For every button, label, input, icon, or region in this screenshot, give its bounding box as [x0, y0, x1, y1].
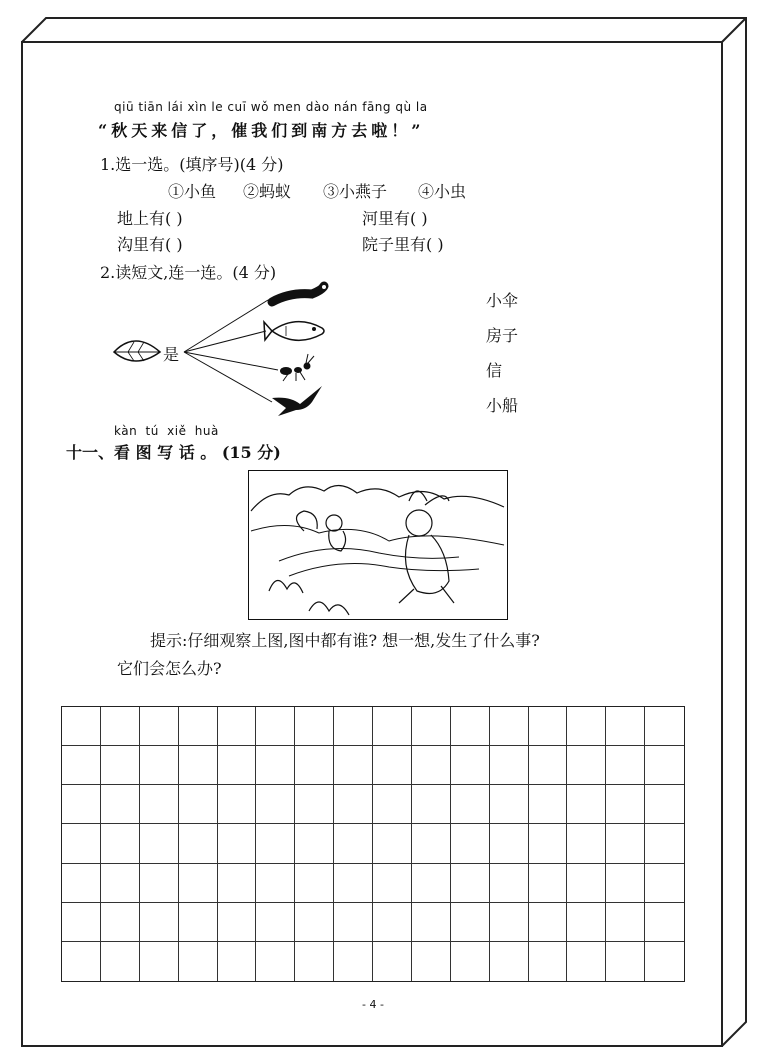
- grid-cell[interactable]: [451, 746, 490, 785]
- grid-cell[interactable]: [451, 785, 490, 824]
- grid-cell[interactable]: [606, 785, 645, 824]
- grid-cell[interactable]: [256, 707, 295, 746]
- ant-icon: [280, 354, 314, 381]
- question-1-title: 1.选一选。(填序号)(4 分): [100, 155, 284, 174]
- grid-cell[interactable]: [140, 903, 179, 942]
- grid-cell[interactable]: [179, 903, 218, 942]
- story-picture: [248, 470, 508, 620]
- poem-pinyin: qiū tiān lái xìn le cuī wǒ men dào nán fāng qù la: [114, 100, 428, 114]
- grid-cell[interactable]: [451, 824, 490, 863]
- grid-cell[interactable]: [295, 785, 334, 824]
- question-2-title: 2.读短文,连一连。(4 分): [100, 263, 277, 282]
- grid-cell[interactable]: [645, 864, 684, 903]
- grid-cell[interactable]: [179, 942, 218, 981]
- grid-cell[interactable]: [334, 824, 373, 863]
- grid-cell[interactable]: [140, 785, 179, 824]
- poem-text: “秋天来信了，催我们到南方去啦！”: [98, 121, 425, 140]
- grid-cell[interactable]: [451, 903, 490, 942]
- grid-cell[interactable]: [140, 746, 179, 785]
- grid-cell[interactable]: [567, 707, 606, 746]
- grid-cell[interactable]: [256, 903, 295, 942]
- grid-cell[interactable]: [412, 942, 451, 981]
- grid-cell[interactable]: [529, 746, 568, 785]
- caterpillar-icon: [272, 285, 326, 302]
- grid-cell[interactable]: [218, 864, 257, 903]
- grid-cell[interactable]: [179, 746, 218, 785]
- grid-cell[interactable]: [218, 785, 257, 824]
- word-letter: 信: [486, 361, 503, 380]
- grid-cell[interactable]: [567, 903, 606, 942]
- grid-cell[interactable]: [606, 942, 645, 981]
- hint-line-1: 提示:仔细观察上图,图中都有谁? 想一想,发生了什么事?: [150, 631, 540, 650]
- grid-cell[interactable]: [295, 707, 334, 746]
- grid-cell[interactable]: [373, 903, 412, 942]
- grid-cell[interactable]: [645, 903, 684, 942]
- grid-cell[interactable]: [256, 864, 295, 903]
- grid-cell[interactable]: [256, 824, 295, 863]
- grid-cell[interactable]: [218, 746, 257, 785]
- grid-cell[interactable]: [256, 785, 295, 824]
- grid-cell[interactable]: [412, 785, 451, 824]
- grid-cell[interactable]: [179, 824, 218, 863]
- grid-cell[interactable]: [606, 864, 645, 903]
- grid-cell[interactable]: [490, 746, 529, 785]
- grid-cell[interactable]: [529, 824, 568, 863]
- grid-cell[interactable]: [606, 824, 645, 863]
- grid-cell[interactable]: [101, 785, 140, 824]
- grid-cell[interactable]: [373, 864, 412, 903]
- grid-cell[interactable]: [256, 746, 295, 785]
- grid-cell[interactable]: [334, 746, 373, 785]
- grid-cell[interactable]: [140, 942, 179, 981]
- grid-cell[interactable]: [529, 903, 568, 942]
- grid-cell[interactable]: [295, 903, 334, 942]
- grid-cell[interactable]: [62, 707, 101, 746]
- grid-cell[interactable]: [412, 824, 451, 863]
- grid-cell[interactable]: [529, 785, 568, 824]
- grid-cell[interactable]: [101, 746, 140, 785]
- leaf-icon: [114, 341, 160, 361]
- blank-yard[interactable]: 院子里有( ): [362, 235, 444, 254]
- grid-cell[interactable]: [490, 864, 529, 903]
- center-word: 是: [163, 345, 180, 364]
- option-2: ②蚂蚁: [243, 182, 292, 201]
- grid-cell[interactable]: [218, 942, 257, 981]
- grid-cell[interactable]: [101, 942, 140, 981]
- grid-cell[interactable]: [412, 746, 451, 785]
- grid-cell[interactable]: [645, 707, 684, 746]
- word-umbrella: 小伞: [486, 291, 519, 310]
- grid-cell[interactable]: [62, 942, 101, 981]
- grid-cell[interactable]: [140, 707, 179, 746]
- grid-cell[interactable]: [218, 707, 257, 746]
- grid-cell[interactable]: [645, 824, 684, 863]
- grid-cell[interactable]: [140, 864, 179, 903]
- grid-cell[interactable]: [373, 707, 412, 746]
- grid-cell[interactable]: [490, 707, 529, 746]
- option-4: ④小虫: [418, 182, 467, 201]
- grid-cell[interactable]: [412, 707, 451, 746]
- grid-cell[interactable]: [490, 824, 529, 863]
- grid-cell[interactable]: [451, 864, 490, 903]
- swallow-icon: [272, 386, 322, 416]
- hint-line-2: 它们会怎么办?: [117, 659, 222, 678]
- grid-cell[interactable]: [373, 824, 412, 863]
- grid-cell[interactable]: [295, 942, 334, 981]
- grid-cell[interactable]: [62, 785, 101, 824]
- option-3: ③小燕子: [323, 182, 388, 201]
- grid-cell[interactable]: [567, 942, 606, 981]
- word-boat: 小船: [486, 396, 519, 415]
- grid-cell[interactable]: [567, 824, 606, 863]
- grid-cell[interactable]: [101, 864, 140, 903]
- grid-cell[interactable]: [140, 824, 179, 863]
- option-1: ①小鱼: [168, 182, 217, 201]
- grid-cell[interactable]: [101, 824, 140, 863]
- blank-ditch[interactable]: 沟里有( ): [117, 235, 183, 254]
- grid-cell[interactable]: [529, 942, 568, 981]
- grid-cell[interactable]: [62, 824, 101, 863]
- grid-cell[interactable]: [567, 785, 606, 824]
- grid-cell[interactable]: [101, 707, 140, 746]
- word-house: 房子: [486, 326, 519, 345]
- grid-cell[interactable]: [490, 785, 529, 824]
- grid-cell[interactable]: [334, 942, 373, 981]
- grid-cell[interactable]: [179, 785, 218, 824]
- grid-cell[interactable]: [645, 746, 684, 785]
- grid-cell[interactable]: [62, 746, 101, 785]
- grid-cell[interactable]: [451, 707, 490, 746]
- grid-cell[interactable]: [334, 864, 373, 903]
- matching-illustration: [100, 278, 360, 423]
- grid-cell[interactable]: [373, 785, 412, 824]
- grid-cell[interactable]: [412, 864, 451, 903]
- page-number: - 4 -: [362, 998, 384, 1011]
- grid-cell[interactable]: [606, 903, 645, 942]
- grid-cell[interactable]: [256, 942, 295, 981]
- grid-cell[interactable]: [490, 942, 529, 981]
- grid-cell[interactable]: [295, 864, 334, 903]
- section-11-title: 十一、看 图 写 话 。 (15 分): [66, 443, 281, 462]
- grid-cell[interactable]: [606, 746, 645, 785]
- grid-cell[interactable]: [179, 864, 218, 903]
- grid-cell[interactable]: [295, 746, 334, 785]
- fish-icon: [264, 322, 324, 341]
- grid-cell[interactable]: [529, 864, 568, 903]
- grid-cell[interactable]: [373, 746, 412, 785]
- grid-cell[interactable]: [490, 903, 529, 942]
- grid-cell[interactable]: [645, 785, 684, 824]
- grid-cell[interactable]: [567, 864, 606, 903]
- grid-cell[interactable]: [645, 942, 684, 981]
- grid-cell[interactable]: [218, 903, 257, 942]
- grid-cell[interactable]: [218, 824, 257, 863]
- grid-cell[interactable]: [529, 707, 568, 746]
- grid-cell[interactable]: [295, 824, 334, 863]
- grid-cell[interactable]: [567, 746, 606, 785]
- writing-grid[interactable]: [61, 706, 685, 982]
- section-11-pinyin: kàn tú xiě huà: [114, 424, 219, 438]
- grid-cell[interactable]: [606, 707, 645, 746]
- grid-cell[interactable]: [334, 707, 373, 746]
- grid-cell[interactable]: [62, 864, 101, 903]
- grid-cell[interactable]: [334, 903, 373, 942]
- grid-cell[interactable]: [101, 903, 140, 942]
- blank-ground[interactable]: 地上有( ): [117, 209, 183, 228]
- grid-cell[interactable]: [373, 942, 412, 981]
- grid-cell[interactable]: [179, 707, 218, 746]
- blank-river[interactable]: 河里有( ): [362, 209, 428, 228]
- grid-cell[interactable]: [334, 785, 373, 824]
- grid-cell[interactable]: [451, 942, 490, 981]
- grid-cell[interactable]: [412, 903, 451, 942]
- grid-cell[interactable]: [62, 903, 101, 942]
